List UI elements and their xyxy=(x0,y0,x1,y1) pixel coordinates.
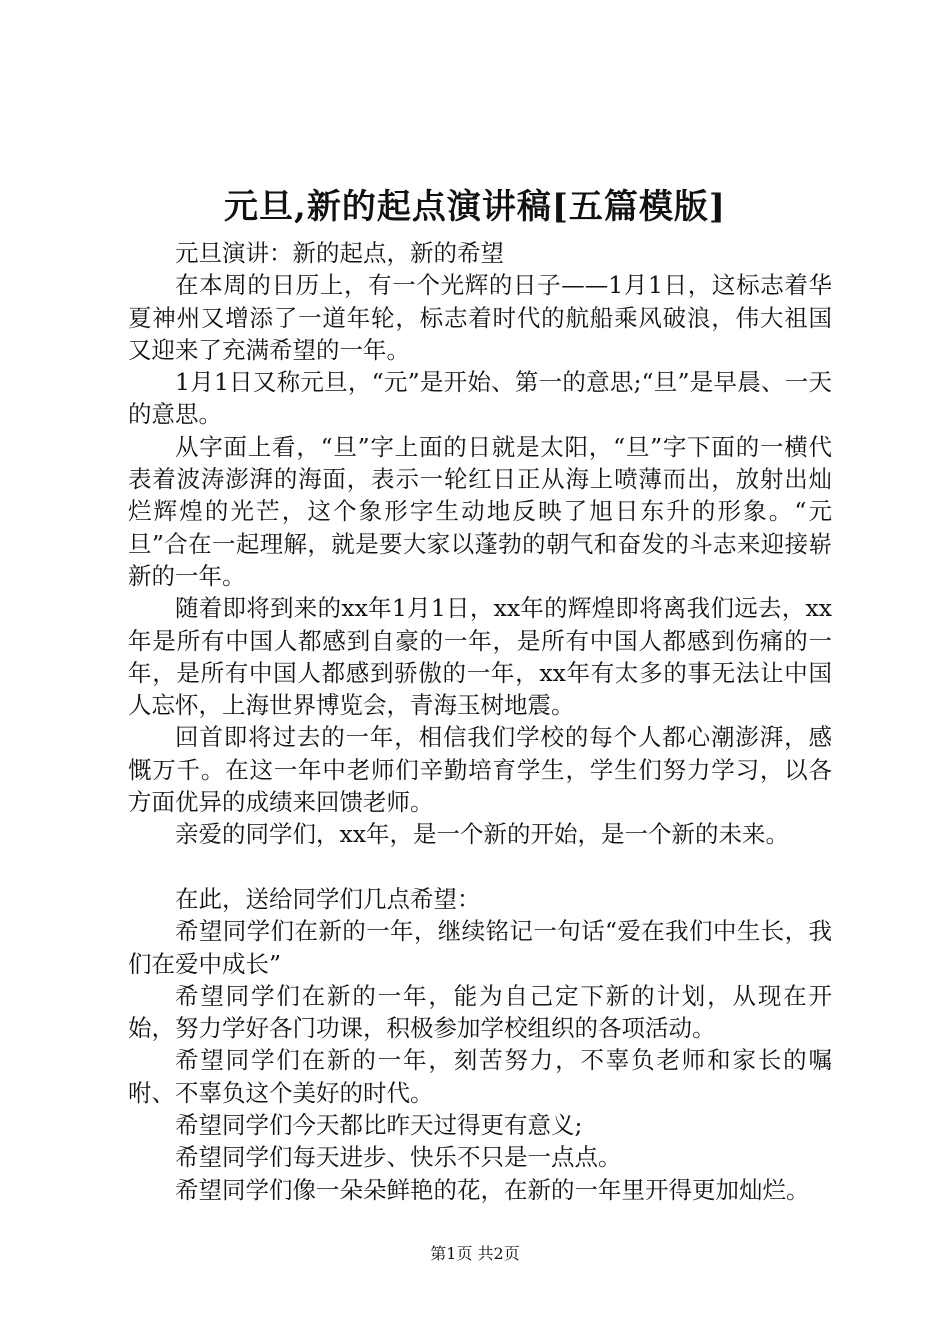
paragraph: 在本周的日历上，有一个光辉的日子——1月1日，这标志着华夏神州又增添了一道年轮，标志着时代的航船乘风破浪，伟大祖国又迎来了充满希望的一年。 xyxy=(128,271,832,364)
paragraph: 希望同学们每天进步、快乐不只是一点点。 xyxy=(175,1143,622,1172)
paragraph: 从字面上看，“旦”字上面的日就是太阳，“旦”字下面的一横代表着波涛澎湃的海面，表示一轮红日正从海上喷薄而出，放射出灿烂辉煌的光芒，这个象形字生动地反映了旭日东升的形象。“元旦”合在一起理解，就是要大家以蓬勃的朝气和奋发的斗志来迎接崭新的一年。 xyxy=(128,432,832,590)
blank-line xyxy=(128,851,832,883)
paragraph: 希望同学们在新的一年，继续铭记一句话“爱在我们中生长，我们在爱中成长” xyxy=(128,917,832,978)
paragraph: 元旦演讲：新的起点，新的希望 xyxy=(175,239,504,267)
paragraph: 希望同学们像一朵朵鲜艳的花，在新的一年里开得更加灿烂。 xyxy=(175,1175,810,1204)
paragraph: 希望同学们在新的一年，刻苦努力，不辜负老师和家长的嘱咐、不辜负这个美好的时代。 xyxy=(128,1046,832,1107)
paragraph: 希望同学们在新的一年，能为自己定下新的计划，从现在开始，努力学好各门功课，积极参加学校组织的各项活动。 xyxy=(128,981,832,1043)
paragraph: 亲爱的同学们，xx年，是一个新的开始，是一个新的未来。 xyxy=(175,820,790,849)
paragraph: 在此，送给同学们几点希望： xyxy=(175,884,481,913)
page-footer: 第1页 共2页 xyxy=(430,1244,520,1263)
paragraph: 随着即将到来的xx年1月1日，xx年的辉煌即将离我们远去，xx年是所有中国人都感到自豪的一年，是所有中国人都感到伤痛的一年，是所有中国人都感到骄傲的一年，xx年有太多的事无法让中国人忘怀，上海世界博览会，青海玉树地震。 xyxy=(128,594,832,720)
document-title: 元旦,新的起点演讲稿[五篇模版] xyxy=(223,187,726,227)
document-body xyxy=(128,237,832,1206)
paragraph: 1月1日又称元旦，“元”是开始、第一的意思;“旦”是早晨、一天的意思。 xyxy=(128,368,832,429)
paragraph: 希望同学们今天都比昨天过得更有意义; xyxy=(175,1111,583,1140)
paragraph: 回首即将过去的一年，相信我们学校的每个人都心潮澎湃，感慨万千。在这一年中老师们辛勤培育学生，学生们努力学习，以各方面优异的成绩来回馈老师。 xyxy=(128,723,832,817)
